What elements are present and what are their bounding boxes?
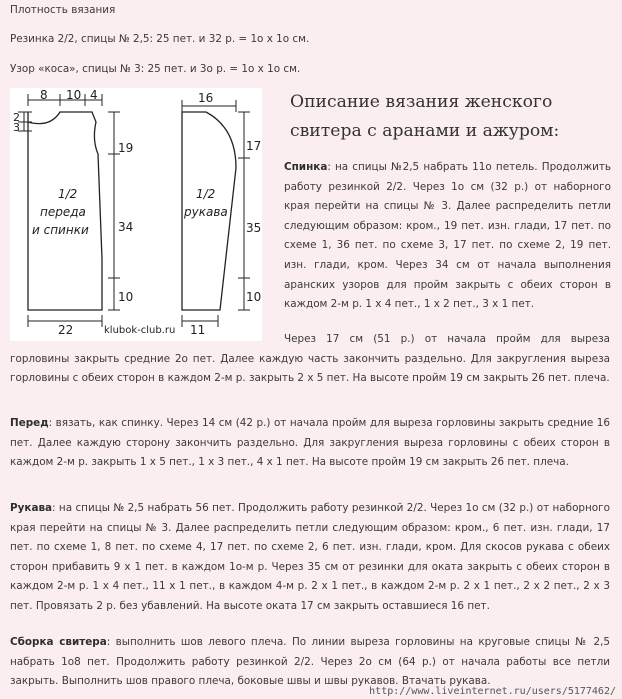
watermark: http://www.liveinternet.ru/users/5177462/ (369, 686, 616, 697)
body-label-3: и спинки (32, 223, 89, 237)
front-term: Перед (10, 417, 49, 429)
assembly-paragraph (10, 633, 610, 692)
front-text: : вязать, как спинку. Через 14 см (42 р.) от начала пройм для выреза горловины закрыть средние 16 пет. Далее каждую сторону закончить раздельно. Для закругления выреза горловины с обеих сторон в каждом 2-м р. закрыть 1 х 5 пет., 1 х 3 пет., 4 х 1 пет. На высоте пройм 19 см закрыть 26 пет. плеча. (10, 417, 610, 469)
back-paragraph (284, 158, 611, 315)
body-height-1: 19 (118, 141, 134, 155)
cable-density: Узор «коса», спицы № 3: 25 пет. и 3о р. = 1о х 1о см. (10, 63, 301, 75)
pattern-schematic (10, 88, 262, 341)
back-text: : на спицы №2,5 набрать 11о петель. Продолжить работу резинкой 2/2. Через 1о см (32 р.) от наборного края перейти на спицы № 3. Далее распределить петли следующим образом: кром., 19 пет. изн. глади, 17 пет. по схеме 1, 36 пет. по схеме 3, 17 пет. по схеме 2, 19 пет. изн. глади, кром. Через 34 см от начала выполнения аранских узоров для пройм закрыть с обеих сторон в каждом 2-м р. 1 х 4 пет., 1 х 2 пет., 3 х 1 пет. (284, 161, 611, 311)
body-height-3: 10 (118, 290, 134, 304)
body-top-dim-3: 4 (90, 88, 98, 102)
sleeve-label-1: 1/2 (196, 187, 216, 201)
sleeve-top: 16 (198, 91, 214, 105)
neck-dim-1: 2 (13, 111, 20, 124)
front-paragraph (10, 414, 610, 473)
rib-density: Резинка 2/2, спицы № 2,5: 25 пет. и 32 р. = 1о х 1о см. (10, 33, 310, 45)
body-top-dim-2: 10 (66, 88, 82, 102)
sleeve-text: : на спицы № 2,5 набрать 56 пет. Продолжить работу резинкой 2/2. Через 1о см (32 р.) от наборного края перейти на спицы № 3. Далее распределить петли следующим образом: кром., 6 пет. изн. глади, 17 пет. по схеме 1, 8 пет. по схеме 4, 17 пет. по схеме 2, 6 пет. изн. глади, кром. Для скосов рукава с обеих сторон прибавить 9 х 1 пет. в каждом 1о-м р. Через 35 см от резинки для оката закрыть с обеих сторон в каждом 2-м р. 1 х 4 пет., 11 х 1 пет., в каждом 4-м р. 2 х 1 пет., в каждом 2-м р. 2 х 1 пет., 2 х 2 пет., 2 х 3 пет. Провязать 2 р. без убавлений. На высоте оката 17 см закрыть оставшиеся 16 пет. (10, 502, 610, 612)
neck-dim-2: 3 (13, 121, 20, 134)
back-term: Спинка (284, 161, 328, 173)
sleeve-term: Рукава (10, 502, 53, 514)
sleeve-height-2: 35 (246, 221, 262, 235)
assembly-text: : выполнить шов левого плеча. По линии выреза горловины на круговые спицы № 2,5 набрать 1о8 пет. Продолжить работу резинкой 2/2. Через 2о см (64 р.) от начала работы все петли закрыть. Выполнить шов правого плеча, боковые швы и швы рукавов. Втачать рукава. (10, 636, 610, 688)
sleeve-height-1: 17 (246, 139, 262, 153)
body-height-2: 34 (118, 220, 134, 234)
assembly-term: Сборка свитера (10, 636, 107, 648)
back-paragraph-2: Через 17 см (51 р.) от начала пройм для выреза горловины закрыть средние 2о пет. Далее каждую часть закончить раздельно. Для закругления выреза горловины с обеих сторон в каждом 2-м р. закрыть 2 х 5 пет. На высоте пройм 19 см закрыть 26 пет. плеча. (10, 333, 610, 385)
sleeve-height-3: 10 (246, 290, 262, 304)
sleeve-width: 11 (190, 323, 206, 337)
density-title: Плотность вязания (10, 4, 116, 16)
body-label-2: переда (40, 205, 86, 219)
body-label-1: 1/2 (58, 187, 78, 201)
site-label: klubok-club.ru (104, 325, 176, 336)
sleeve-label-2: рукава (184, 205, 228, 219)
article-title: Описание вязания женского свитера с аранами и ажуром: (290, 92, 560, 141)
sleeve-paragraph (10, 499, 610, 617)
body-top-dim-1: 8 (40, 88, 48, 102)
body-width: 22 (58, 323, 74, 337)
